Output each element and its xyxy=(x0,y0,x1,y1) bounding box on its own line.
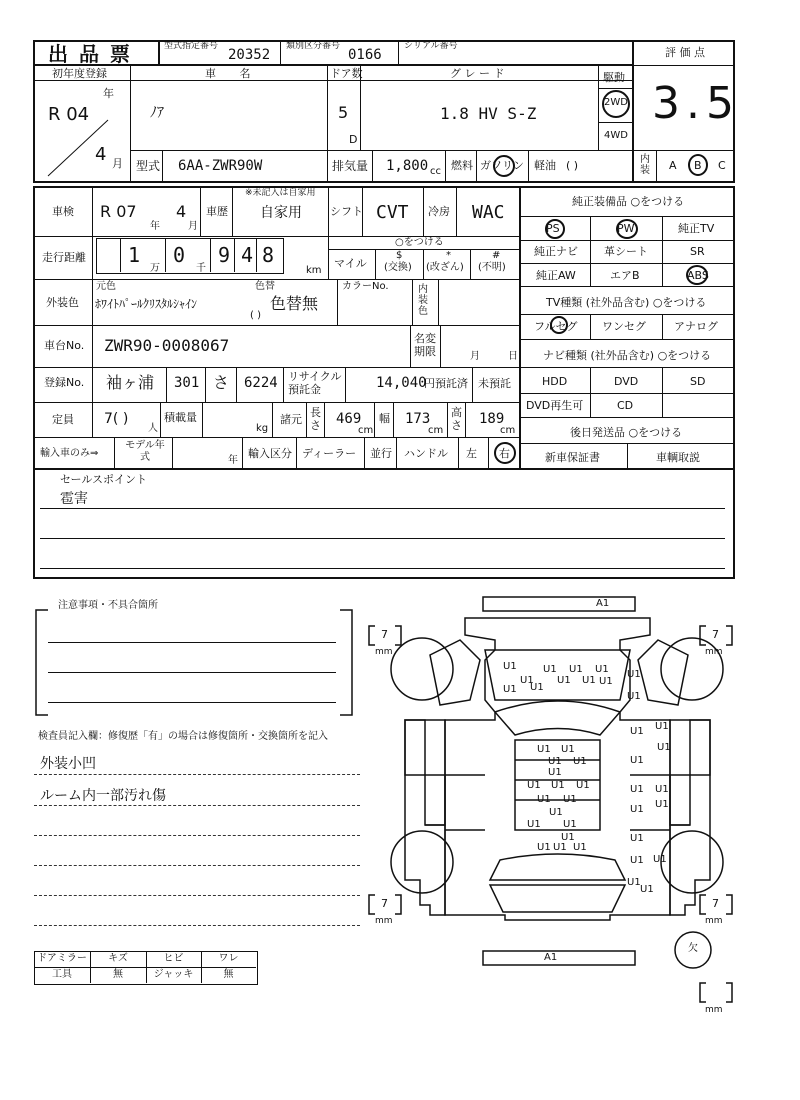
interior-color-label: 内装色 xyxy=(418,284,428,317)
damage-mark: U1 xyxy=(530,682,544,693)
sales-label: セールスポイント xyxy=(60,473,148,486)
damage-mark: U1 xyxy=(655,799,669,810)
form-title: 出 品 票 xyxy=(48,42,132,66)
first-reg-year-unit: 年 xyxy=(103,87,114,100)
damage-mark: U1 xyxy=(537,842,551,853)
mileage-unknown: (不明) xyxy=(478,262,506,273)
color-no-label: カラーNo. xyxy=(342,281,389,292)
navi-dvd: DVD xyxy=(614,375,639,388)
damage-mark: U1 xyxy=(627,669,641,680)
damage-mark: U1 xyxy=(537,794,551,805)
inspection-label: 車検 xyxy=(52,205,74,218)
equip-navi: 純正ナビ xyxy=(534,245,578,258)
inspection-year-unit: 年 xyxy=(150,221,160,232)
equipment-title: 純正装備品 ○をつける xyxy=(572,195,685,208)
tv-analog: アナログ xyxy=(674,320,718,333)
damage-mark: U1 xyxy=(573,842,587,853)
displacement-unit: cc xyxy=(430,166,441,177)
first-reg-month-unit: 月 xyxy=(112,157,123,170)
fuel-gas: ガソリン xyxy=(480,159,524,172)
reg-kana: さ xyxy=(213,373,230,392)
drive-4wd: 4WD xyxy=(604,130,628,141)
damage-mark: U1 xyxy=(653,854,667,865)
capacity-label: 定員 xyxy=(52,413,74,426)
reg-number: 6224 xyxy=(244,375,278,391)
reg-class: 301 xyxy=(174,375,200,391)
grade-label: グ レ ー ド xyxy=(450,67,505,80)
mileage-mile: マイル xyxy=(334,257,367,270)
damage-mark: U1 xyxy=(551,780,565,791)
mileage-digit-5: 8 xyxy=(262,243,275,267)
equip-airbag: エアB xyxy=(610,269,640,282)
width-unit: cm xyxy=(428,425,444,436)
height-value: 189 xyxy=(479,411,505,427)
score-value: 3.5 xyxy=(652,78,740,129)
damage-mark: U1 xyxy=(553,842,567,853)
fuel-label: 燃料 xyxy=(451,159,473,172)
tire-depth-rr: 7 xyxy=(712,897,719,910)
name-change-label: 名変期限 xyxy=(414,332,436,358)
table-broken: ワレ xyxy=(218,953,239,964)
car-name-value: ﾉｱ xyxy=(150,105,164,121)
damage-mark: U1 xyxy=(548,756,562,767)
capacity-value: 7( ) xyxy=(104,411,129,427)
equip-ps: PS xyxy=(546,222,560,235)
spare-label: 欠 xyxy=(688,943,698,954)
first-reg-month: 4 xyxy=(95,144,107,165)
note-line-2: ルーム内一部汚れ傷 xyxy=(40,788,166,804)
tire-unit-fr: mm xyxy=(705,647,723,657)
import-label: 輸入車のみ⇒ xyxy=(40,448,99,459)
damage-mark: U1 xyxy=(527,780,541,791)
damage-mark: U1 xyxy=(640,884,654,895)
recycle-unpaid: 未預託 xyxy=(478,377,511,390)
damage-mark: U1 xyxy=(548,767,562,778)
tire-unit-rr: mm xyxy=(705,916,723,926)
model-year-unit: 年 xyxy=(228,455,238,466)
mileage-digit-2: 0 xyxy=(173,243,186,267)
note-line-1: 外装小凹 xyxy=(40,756,96,772)
recycle-suffix: 円預託済 xyxy=(424,377,468,390)
displacement-value: 1,800 xyxy=(386,158,429,174)
mileage-tamper: (改ざん) xyxy=(426,262,464,273)
repaint-value: 色替無 xyxy=(270,294,319,313)
tv-oneseg: ワンセグ xyxy=(602,320,646,333)
damage-mark: U1 xyxy=(630,804,644,815)
shift-label: シフト xyxy=(330,205,363,218)
length-label: 長さ xyxy=(310,406,321,432)
drive-2wd: 2WD xyxy=(604,97,628,108)
category-label: 類別区分番号 xyxy=(286,41,341,51)
front-bumper-label: A1 xyxy=(596,598,610,609)
damage-mark: U1 xyxy=(543,664,557,675)
repaint-paren: ( ) xyxy=(250,310,261,321)
navi-sd: SD xyxy=(690,375,706,388)
damage-mark: U1 xyxy=(537,744,551,755)
damage-mark: U1 xyxy=(630,833,644,844)
import-class-label: 輸入区分 xyxy=(248,447,292,460)
mileage-unknown-sym: # xyxy=(492,250,501,261)
model-value: 6AA-ZWR90W xyxy=(178,158,263,174)
left-label: 左 xyxy=(466,447,477,460)
damage-mark: U1 xyxy=(573,756,587,767)
mileage-man: 万 xyxy=(150,263,160,274)
parallel-label: 並行 xyxy=(370,447,392,460)
reg-label: 登録No. xyxy=(44,376,85,389)
length-unit: cm xyxy=(358,425,374,436)
name-change-month: 月 xyxy=(470,351,480,362)
interior-c: C xyxy=(718,159,726,172)
table-scratch: キズ xyxy=(108,953,128,964)
model-designation-value: 20352 xyxy=(228,47,271,63)
mileage-digit-4: 4 xyxy=(241,243,254,267)
model-year-label: モデル年式 xyxy=(125,440,165,463)
category-value: 0166 xyxy=(348,47,382,63)
mileage-digit-1: 1 xyxy=(128,243,141,267)
doors-value: 5 xyxy=(338,103,349,122)
damage-mark: U1 xyxy=(627,877,641,888)
orig-color-label: 元色 xyxy=(96,281,116,292)
equip-tv: 純正TV xyxy=(678,222,715,235)
tv-fullseg: フルセグ xyxy=(534,320,578,333)
navi-dvd-play: DVD再生可 xyxy=(526,399,584,412)
mileage-tamper-sym: * xyxy=(446,250,451,261)
length-value: 469 xyxy=(336,411,362,427)
name-change-day: 日 xyxy=(508,351,518,362)
first-reg-label: 初年度登録 xyxy=(52,67,107,80)
height-label: 高さ xyxy=(451,406,462,432)
score-label: 評 価 点 xyxy=(665,46,705,59)
handle-label: ハンドル xyxy=(404,447,448,460)
damage-mark: U1 xyxy=(569,664,583,675)
equip-sr: SR xyxy=(690,245,705,258)
load-label: 積載量 xyxy=(164,411,197,424)
equip-leather: 革シート xyxy=(604,245,648,258)
model-designation-label: 型式指定番号 xyxy=(164,41,219,51)
chassis-label: 車台No. xyxy=(44,339,85,352)
interior-b: B xyxy=(694,159,702,172)
mileage-digit-3: 9 xyxy=(218,243,231,267)
navi-title: ナビ種類 (社外品含む) ○をつける xyxy=(543,349,712,362)
mileage-label: 走行距離 xyxy=(42,251,86,264)
displacement-label: 排気量 xyxy=(332,159,369,173)
spare-unit: mm xyxy=(705,1005,723,1015)
equip-aw: 純正AW xyxy=(536,269,576,282)
damage-mark: U1 xyxy=(561,744,575,755)
damage-mark: U1 xyxy=(630,755,644,766)
mileage-exchange: (交換) xyxy=(384,262,412,273)
ac-value: WAC xyxy=(472,202,505,223)
repaint-label: 色替 xyxy=(255,281,275,292)
sales-text: 雹害 xyxy=(60,491,88,507)
table-jack-value: 無 xyxy=(223,969,234,980)
tire-depth-rl: 7 xyxy=(381,897,388,910)
interior-a: A xyxy=(669,159,677,172)
recycle-value: 14,040 xyxy=(376,375,427,391)
damage-mark: U1 xyxy=(630,726,644,737)
shift-value: CVT xyxy=(376,202,409,223)
model-label: 型式 xyxy=(136,159,161,173)
tire-unit-fl: mm xyxy=(375,647,393,657)
mileage-exchange-sym: $ xyxy=(396,250,403,261)
car-name-label: 車 名 xyxy=(205,67,261,80)
damage-mark: U1 xyxy=(655,784,669,795)
first-reg-era: R 04 xyxy=(48,104,90,125)
history-value: 自家用 xyxy=(260,205,302,221)
tire-depth-fl: 7 xyxy=(381,628,388,641)
right-label: 右 xyxy=(499,447,510,460)
fuel-diesel: 軽油 xyxy=(534,159,556,172)
table-jack: ジャッキ xyxy=(153,969,194,980)
damage-mark: U1 xyxy=(627,691,641,702)
mileage-sen: 千 xyxy=(196,263,206,274)
doors-sub: D xyxy=(349,133,358,146)
damage-mark: U1 xyxy=(520,675,534,686)
grade-value: 1.8 HV S-Z xyxy=(440,104,537,123)
damage-mark: U1 xyxy=(655,721,669,732)
tire-unit-rl: mm xyxy=(375,916,393,926)
reg-area: 袖ヶ浦 xyxy=(106,373,155,392)
recycle-label: リサイクル預託金 xyxy=(288,370,342,396)
height-unit: cm xyxy=(500,425,516,436)
table-crack: ヒビ xyxy=(163,953,184,964)
ac-label: 冷房 xyxy=(428,205,450,218)
tv-title: TV種類 (社外品含む) ○をつける xyxy=(546,296,707,309)
width-label: 幅 xyxy=(379,412,390,425)
damage-mark: U1 xyxy=(630,784,644,795)
docs-warranty: 新車保証書 xyxy=(545,451,600,464)
interior-label: 内装 xyxy=(640,154,650,176)
mileage-mark-header: ○をつける xyxy=(395,237,444,248)
mileage-unit: km xyxy=(306,265,322,276)
damage-mark: U1 xyxy=(582,675,596,686)
tire-depth-fr: 7 xyxy=(712,628,719,641)
damage-mark: U1 xyxy=(549,807,563,818)
docs-title: 後日発送品 ○をつける xyxy=(570,426,683,439)
damage-mark: U1 xyxy=(657,742,671,753)
features-label: 諸元 xyxy=(280,413,302,426)
drive-label: 駆動 xyxy=(603,71,625,84)
inspection-month: 4 xyxy=(176,202,187,221)
history-note: ※未記入は自家用 xyxy=(245,188,316,198)
rear-bumper-label: A1 xyxy=(544,952,558,963)
table-mirror: ドアミラー xyxy=(37,953,87,964)
doors-label: ドア数 xyxy=(330,67,363,80)
damage-mark: U1 xyxy=(527,819,541,830)
history-label: 車歴 xyxy=(206,205,228,218)
damage-mark: U1 xyxy=(561,832,575,843)
serial-label: シリアル番号 xyxy=(404,41,458,51)
inspection-era: R 07 xyxy=(100,202,137,221)
equip-abs: ABS xyxy=(687,269,709,282)
inspection-month-unit: 月 xyxy=(188,221,198,232)
damage-mark: U1 xyxy=(599,676,613,687)
fuel-other: ( ) xyxy=(566,159,579,172)
table-tools: 工具 xyxy=(52,969,72,980)
damage-mark: U1 xyxy=(630,855,644,866)
inspector-label: 検査員記入欄：修復歴「有」の場合は修復箇所・交換箇所を記入 xyxy=(38,731,328,742)
damage-mark: U1 xyxy=(576,780,590,791)
equip-pw: PW xyxy=(617,222,635,235)
orig-color-value: ﾎﾜｲﾄﾊﾟｰﾙｸﾘｽﾀﾙｼｬｲﾝ xyxy=(95,297,198,311)
navi-cd: CD xyxy=(617,399,634,412)
width-value: 173 xyxy=(405,411,431,427)
capacity-unit: 人 xyxy=(148,423,158,434)
damage-mark: U1 xyxy=(563,794,577,805)
damage-mark: U1 xyxy=(503,684,517,695)
notes-label: 注意事項・不具合箇所 xyxy=(58,600,158,611)
damage-mark: U1 xyxy=(557,675,571,686)
damage-mark: U1 xyxy=(563,819,577,830)
chassis-value: ZWR90-0008067 xyxy=(104,336,230,355)
color-label: 外装色 xyxy=(46,296,79,309)
load-unit: kg xyxy=(256,423,269,434)
docs-manual: 車輌取説 xyxy=(656,451,700,464)
damage-mark: U1 xyxy=(503,661,517,672)
dealer-label: ディーラー xyxy=(302,447,357,460)
table-tools-value: 無 xyxy=(113,969,123,980)
damage-mark: U1 xyxy=(595,664,609,675)
navi-hdd: HDD xyxy=(542,375,568,388)
